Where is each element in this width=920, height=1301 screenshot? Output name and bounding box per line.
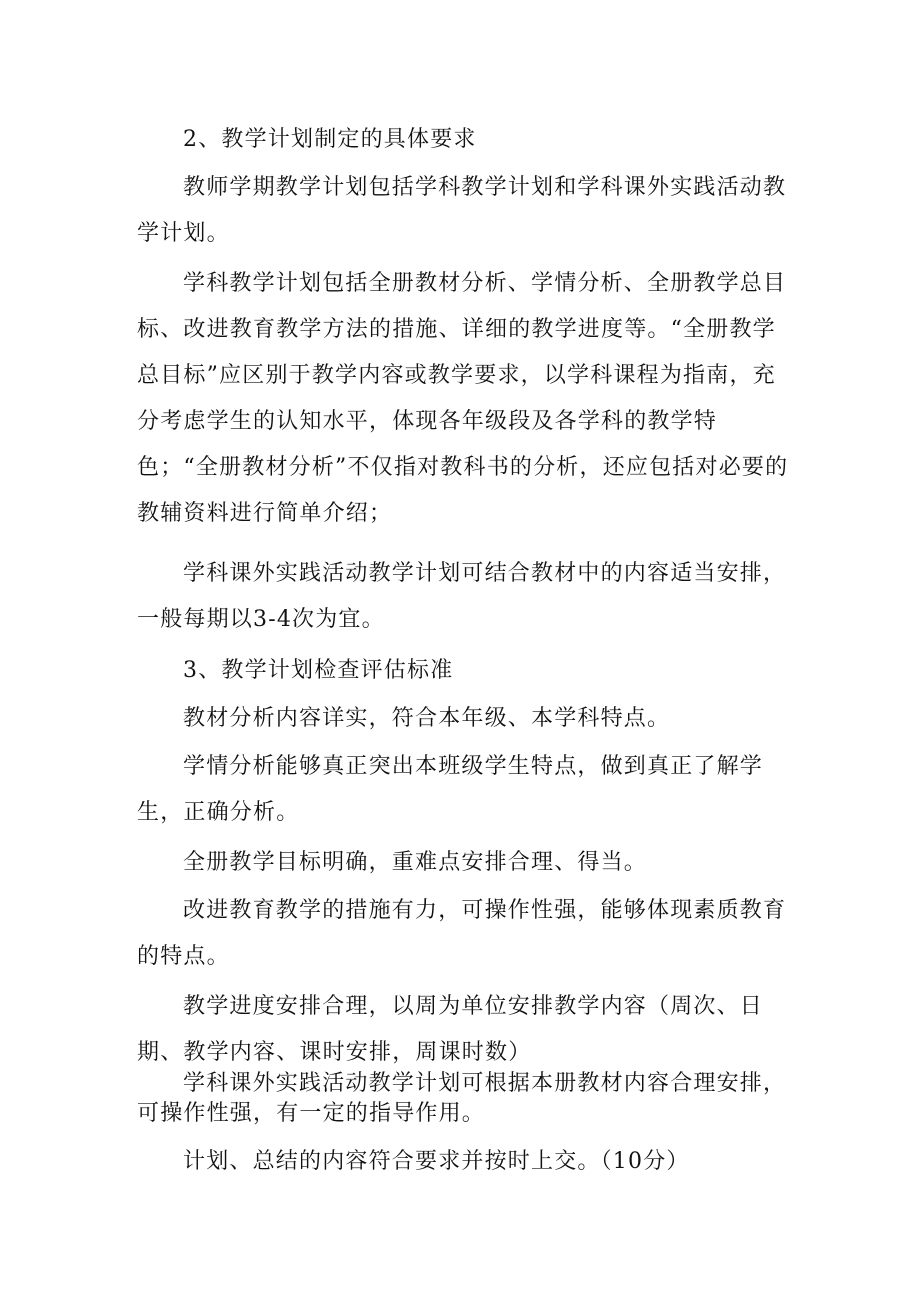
paragraph-subject-plan: 学科教学计划包括全册教材分析、学情分析、全册教学总目标、改进教育教学方法的措施、详细的教学进度等。“全册教学总目标”应区别于教学内容或教学要求，以学科课程为指南，充分考虑学生的认知水平，体现各年级段及各学科的教学特色；“全册教材分析”不仅指对教科书的分析，还应包括对必要的教辅资料进行简单介绍； (137, 271, 789, 526)
paragraph-practice-arrangement: 学科课外实践活动教学计划可根据本册教材内容合理安排，可操作性强，有一定的指导作用。 (137, 1071, 787, 1126)
paragraph-improvement-measures: 改进教育教学的措施有力，可操作性强，能够体现素质教育的特点。 (137, 898, 787, 969)
paragraph-textbook-analysis: 教材分析内容详实，符合本年级、本学科特点。 (183, 706, 671, 731)
heading-plan-requirements: 2、教学计划制定的具体要求 (183, 127, 477, 152)
paragraph-plan-scope: 教师学期教学计划包括学科教学计划和学科课外实践活动教学计划。 (137, 175, 787, 246)
paragraph-submission: 计划、总结的内容符合要求并按时上交。（10分） (183, 1149, 690, 1174)
paragraph-teaching-schedule: 教学进度安排合理，以周为单位安排教学内容（周次、日期、教学内容、课时安排，周课时数） (137, 994, 764, 1065)
paragraph-teaching-goals: 全册教学目标明确，重难点安排合理、得当。 (183, 850, 648, 875)
paragraph-student-analysis: 学情分析能够真正突出本班级学生特点，做到真正了解学生，正确分析。 (137, 754, 764, 825)
paragraph-practice-plan: 学科课外实践活动教学计划可结合教材中的内容适当安排，一般每期以3-4次为宜。 (137, 561, 787, 632)
heading-evaluation-standard: 3、教学计划检查评估标准 (183, 658, 454, 683)
